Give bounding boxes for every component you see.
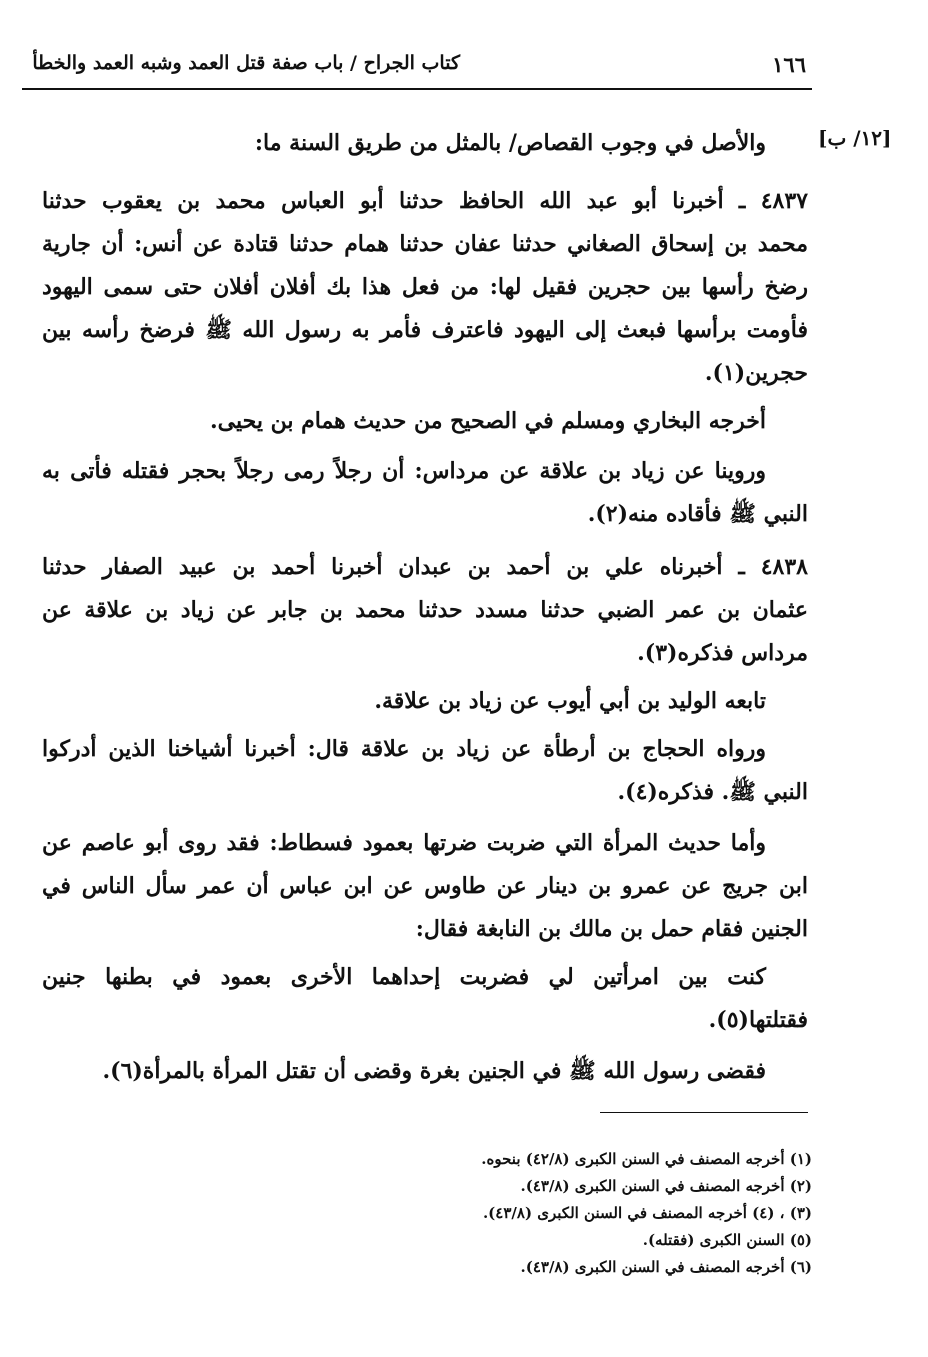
text-line: النبي ﷺ. فذكره(٤). [617,779,808,805]
footnote-6: (٦) أخرجه المصنف في السنن الكبرى (٤٣/٨). [520,1258,812,1276]
text-line: فقتلتها(٥). [708,1007,808,1033]
text-line: النبي ﷺ فأقاده منه(٢). [587,501,808,527]
text-line: ابن جريج عن عمرو بن دينار عن طاوس عن ابن عباس أن عمر سأل الناس في [42,873,808,899]
footnote-1: (١) أخرجه المصنف في السنن الكبرى (٤٢/٨) بنحوه. [481,1150,812,1168]
text-line: ٤٨٣٨ ـ أخبرناه علي بن أحمد بن عبدان أخبرنا أحمد بن عبيد الصفار حدثنا [42,554,808,580]
page-number: ١٦٦ [772,52,806,77]
riwaya-paragraph [42,450,808,536]
woman-hadith-paragraph [42,822,808,951]
text-line: وأما حديث المرأة التي ضربت ضرتها بعمود فسطاط: فقد روى أبو عاصم عن [42,830,766,856]
text-line: ورواه الحجاج بن أرطأة عن زياد بن علاقة قال: أخبرنا أشياخنا الذين أدركوا [42,736,766,762]
header-title: كتاب الجراح / باب صفة قتل العمد وشبه العمد والخطأ [32,52,460,74]
running-header [22,52,812,90]
footnote-2: (٢) أخرجه المصنف في السنن الكبرى (٤٣/٨). [520,1177,812,1195]
text-line: والأصل في وجوب القصاص/ بالمثل من طريق السنة ما: [254,130,766,156]
text-line: فأومت برأسها فبعث إلى اليهود فاعترف فأمر به رسول الله ﷺ فرضخ رأسه بين [42,317,808,343]
text-line: تابعه الوليد بن أبي أيوب عن زياد بن علاقة. [374,688,766,714]
text-line: الجنين فقام حمل بن مالك بن النابغة فقال: [415,916,808,942]
text-line: ٤٨٣٧ ـ أخبرنا أبو عبد الله الحافظ حدثنا أبو العباس محمد بن يعقوب حدثنا [42,188,808,214]
text-line: فقضى رسول الله ﷺ في الجنين بغرة وقضى أن تقتل المرأة بالمرأة(٦). [102,1058,766,1084]
manuscript-folio-note: [١٢/ ب] [818,126,892,150]
text-line: مرداس فذكره(٣). [637,640,808,666]
mutaba-paragraph [42,680,808,723]
text-line: حجرين(١). [704,360,808,386]
footnote-divider [600,1112,808,1113]
ruling-paragraph [42,1050,808,1093]
hamal-quote-paragraph [42,956,808,1042]
text-line: محمد بن إسحاق الصغاني حدثنا عفان حدثنا همام حدثنا قتادة عن أنس: أن جارية [42,231,808,257]
takhrij-paragraph [42,400,808,443]
text-line: رضخ رأسها بين حجرين فقيل لها: من فعل هذا بك أفلان أفلان حتى سمى اليهود [42,274,808,300]
text-line: وروينا عن زياد بن علاقة عن مرداس: أن رجلاً رمى رجلاً بحجر فقتله فأتى به [42,458,766,484]
intro-paragraph [42,122,808,165]
hadith-4838 [42,546,808,675]
footnotes [300,1146,812,1281]
footnote-5: (٥) السنن الكبرى (فقتله). [642,1231,812,1249]
footnote-3-4: (٣) ، (٤) أخرجه المصنف في السنن الكبرى (٤٣/٨). [482,1204,812,1222]
hadith-4837 [42,180,808,395]
text-line: كنت بين امرأتين لي فضربت إحداهما الأخرى بعمود في بطنها جنين [42,964,766,990]
text-line: عثمان بن عمر الضبي حدثنا مسدد حدثنا محمد بن جابر عن زياد بن علاقة عن [42,597,808,623]
hajjaj-paragraph [42,728,808,814]
text-line: أخرجه البخاري ومسلم في الصحيح من حديث همام بن يحيى. [209,408,766,434]
